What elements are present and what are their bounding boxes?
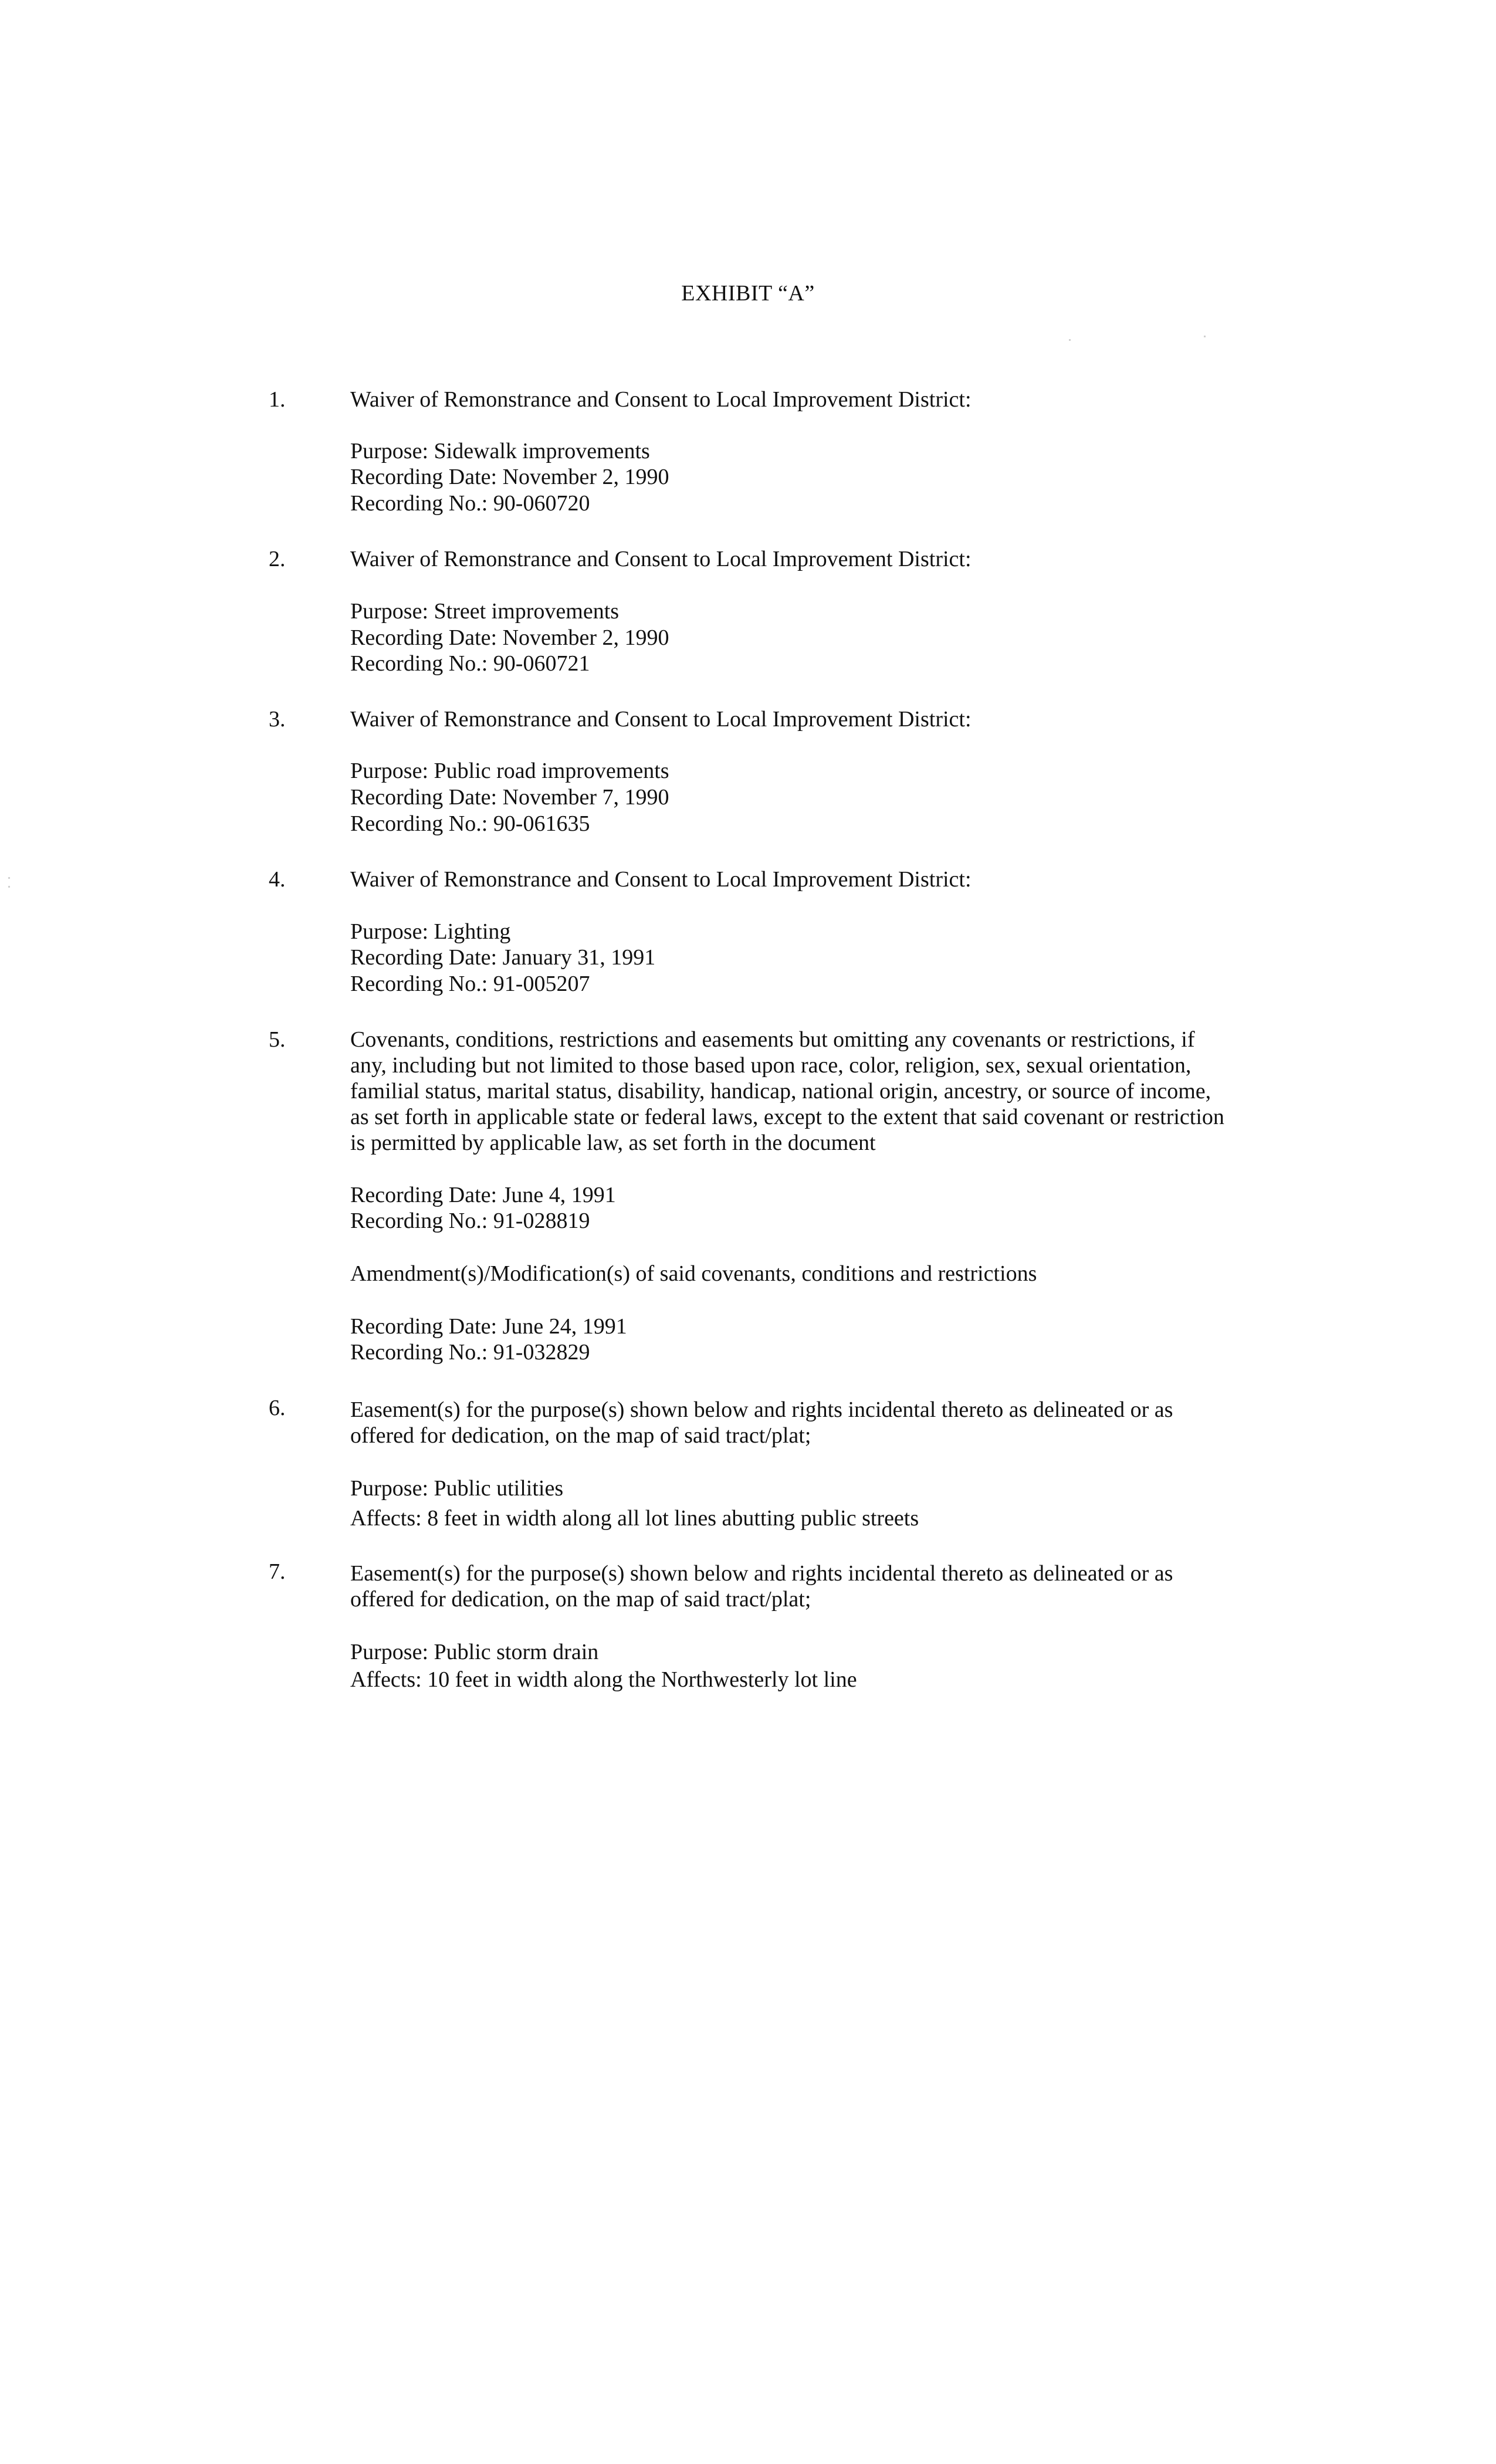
item-5-recording-no: Recording No.: 91-028819 [350, 1209, 590, 1233]
item-3-recording-date: Recording Date: November 7, 1990 [350, 785, 669, 810]
item-3-heading: Waiver of Remonstrance and Consent to Local Improvement District: [350, 707, 972, 732]
item-2-heading: Waiver of Remonstrance and Consent to Local Improvement District: [350, 547, 972, 571]
item-4-heading: Waiver of Remonstrance and Consent to Local Improvement District: [350, 867, 972, 892]
item-1-recording-date: Recording Date: November 2, 1990 [350, 465, 669, 489]
item-5-recording-date: Recording Date: June 4, 1991 [350, 1183, 616, 1207]
item-2-purpose: Purpose: Street improvements [350, 599, 620, 624]
item-1-recording-no: Recording No.: 90-060720 [350, 491, 590, 516]
scan-speck [8, 886, 10, 888]
item-5-heading-line-2: any, including but not limited to those based upon race, color, religion, sex, sexual orientation, [350, 1053, 1192, 1078]
item-6-purpose: Purpose: Public utilities [350, 1476, 564, 1501]
item-6-number: 6. [269, 1396, 286, 1420]
item-4-recording-no: Recording No.: 91-005207 [350, 972, 590, 996]
item-3-purpose: Purpose: Public road improvements [350, 759, 669, 783]
item-7-heading-line-2: offered for dedication, on the map of said tract/plat; [350, 1587, 811, 1612]
item-4-number: 4. [269, 867, 286, 892]
item-5-heading-line-4: as set forth in applicable state or federal laws, except to the extent that said covenant or restriction [350, 1105, 1224, 1129]
item-3-recording-no: Recording No.: 90-061635 [350, 811, 590, 836]
item-2-recording-date: Recording Date: November 2, 1990 [350, 625, 669, 650]
item-5-heading-line-3: familial status, marital status, disability, handicap, national origin, ancestry, or source of income, [350, 1079, 1211, 1104]
item-7-purpose: Purpose: Public storm drain [350, 1640, 599, 1664]
item-7-heading-line-1: Easement(s) for the purpose(s) shown below and rights incidental thereto as delineated or as [350, 1561, 1173, 1586]
item-6-heading-line-2: offered for dedication, on the map of said tract/plat; [350, 1423, 811, 1448]
item-2-recording-no: Recording No.: 90-060721 [350, 651, 590, 676]
exhibit-title: EXHIBIT “A” [681, 281, 815, 306]
item-1-number: 1. [269, 387, 286, 412]
item-5-heading-line-1: Covenants, conditions, restrictions and easements but omitting any covenants or restrictions, if [350, 1027, 1195, 1052]
item-5-number: 5. [269, 1027, 286, 1052]
item-7-affects: Affects: 10 feet in width along the Northwesterly lot line [350, 1667, 857, 1692]
scan-speck [1204, 336, 1206, 337]
item-2-number: 2. [269, 547, 286, 571]
item-5-heading-line-5: is permitted by applicable law, as set forth in the document [350, 1131, 876, 1155]
item-4-recording-date: Recording Date: January 31, 1991 [350, 945, 656, 970]
item-1-purpose: Purpose: Sidewalk improvements [350, 439, 650, 463]
scan-speck [1069, 339, 1071, 341]
item-5-amendment: Amendment(s)/Modification(s) of said covenants, conditions and restrictions [350, 1261, 1037, 1286]
item-5-amendment-recording-date: Recording Date: June 24, 1991 [350, 1314, 627, 1339]
item-4-purpose: Purpose: Lighting [350, 919, 511, 944]
item-5-amendment-recording-no: Recording No.: 91-032829 [350, 1340, 590, 1365]
item-1-heading: Waiver of Remonstrance and Consent to Local Improvement District: [350, 387, 972, 412]
item-6-heading-line-1: Easement(s) for the purpose(s) shown below and rights incidental thereto as delineated or as [350, 1397, 1173, 1422]
item-7-number: 7. [269, 1559, 286, 1584]
scan-speck [8, 877, 10, 879]
item-6-affects: Affects: 8 feet in width along all lot lines abutting public streets [350, 1506, 919, 1531]
item-3-number: 3. [269, 707, 286, 732]
